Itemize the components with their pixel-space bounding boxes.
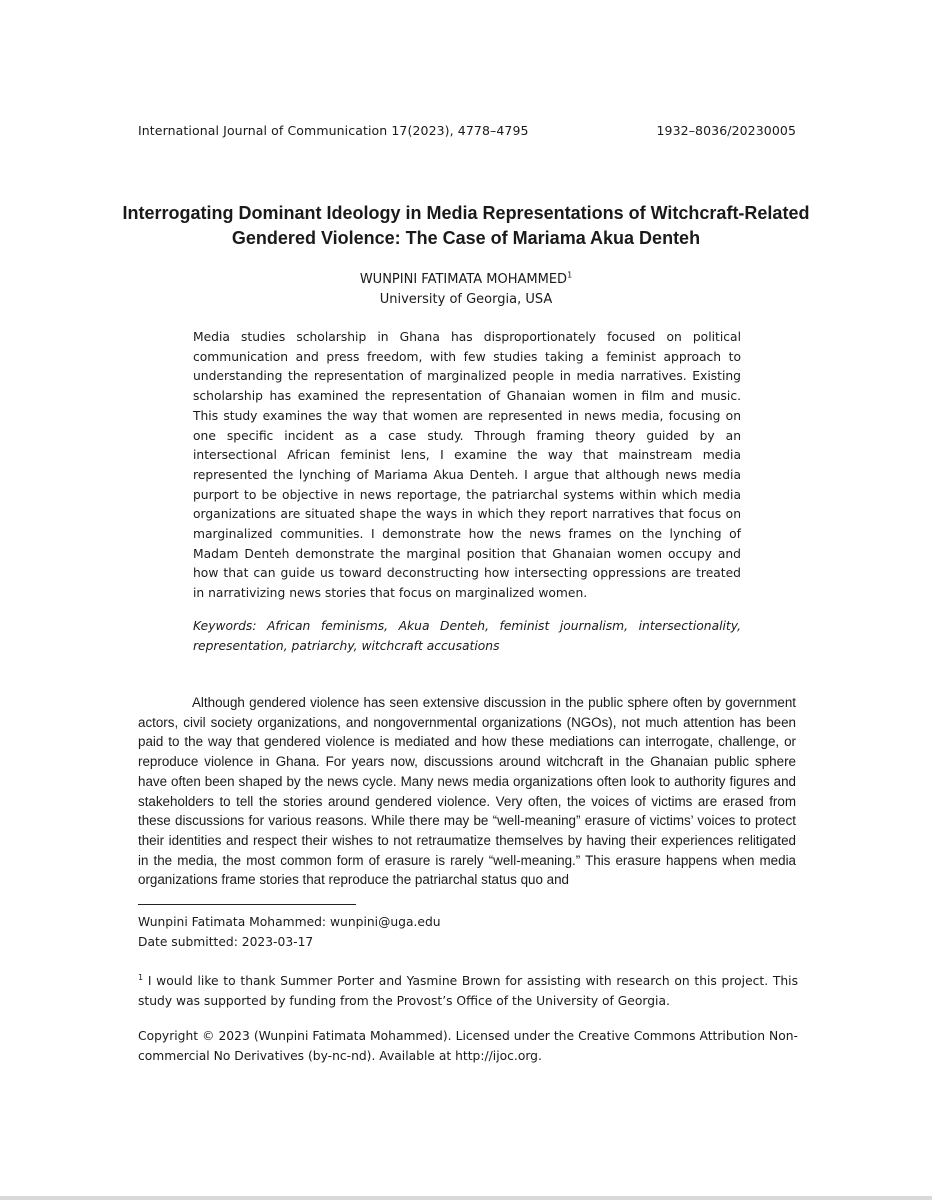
author-block — [0, 270, 932, 310]
author-name: WUNPINI FATIMATA MOHAMMED — [359, 272, 568, 287]
author-name-line — [0, 270, 932, 290]
footnote-1-text: I would like to thank Summer Porter and Yasmine Brown for assisting with research on this project. This study was supported by funding from the Provost’s Office of the University of Georgia. — [138, 974, 798, 1008]
copyright-notice: Copyright © 2023 (Wunpini Fatimata Mohammed). Licensed under the Creative Commons Attribution Non-commercial No Derivatives (by-nc-nd). Available at http://ijoc.org. — [138, 1029, 798, 1063]
page-bottom-edge — [0, 1196, 932, 1200]
footnote-divider — [138, 904, 356, 905]
abstract: Media studies scholarship in Ghana has disproportionately focused on political communication and press freedom, with few studies taking a feminist approach to understanding the representation of marginalized people in media narratives. Existing scholarship has examined the representation of Ghanaian women in film and music. This study examines the way that women are represented in news media, focusing on one specific incident as a case study. Through framing theory guided by an intersectional African feminist lens, I examine the way that mainstream media represented the lynching of Mariama Akua Denteh. I argue that although news media purport to be objective in news reportage, the patriarchal systems within which media organizations are situated shape the ways in which they report narratives that focus on marginalized communities. I demonstrate how the news frames on the lynching of Madam Denteh demonstrate the marginal position that Ghanaian women occupy and how that can guide us toward deconstructing how intersecting oppressions are treated in narrativizing news stories that focus on marginalized women. — [193, 330, 741, 601]
footnote-1-marker: 1 — [138, 972, 144, 982]
issn-number: 1932–8036/20230005 — [656, 123, 796, 138]
author-footnote-marker: 1 — [567, 270, 573, 280]
article-title: Interrogating Dominant Ideology in Media Representations of Witchcraft-Related Gendered Violence: The Case of Mariama Akua Denteh — [122, 203, 810, 248]
keywords: Keywords: African feminisms, Akua Denteh, feminist journalism, intersectionality, representation, patriarchy, witchcraft accusations — [193, 619, 741, 653]
body-paragraph: Although gendered violence has seen extensive discussion in the public sphere often by government actors, civil society organizations, and nongovernmental organizations (NGOs), not much attention has been paid to the way that gendered violence is mediated and how these mediations can interrogate, challenge, or reproduce violence in Ghana. For years now, discussions around witchcraft in the Ghanaian public sphere have often been shaped by the news cycle. Many news media organizations often look to authority figures and stakeholders to tell the stories around gendered violence. Very often, the voices of victims are erased from these discussions for various reasons. While there may be “well-meaning” erasure of victims’ voices to protect their identities and respect their wishes to not retraumatize themselves by having their experiences relitigated in the media, the most common form of erasure is rarely “well-meaning.” This erasure happens when media organizations frame stories that reproduce the patriarchal status quo and — [138, 695, 796, 888]
author-email: Wunpini Fatimata Mohammed: wunpini@uga.edu — [138, 915, 441, 929]
date-submitted: Date submitted: 2023-03-17 — [138, 934, 314, 949]
journal-citation: International Journal of Communication 17(2023), 4778–4795 — [138, 123, 529, 138]
author-affiliation: University of Georgia, USA — [379, 292, 553, 307]
footnote-1 — [138, 972, 798, 1011]
author-contact-note — [138, 913, 798, 952]
